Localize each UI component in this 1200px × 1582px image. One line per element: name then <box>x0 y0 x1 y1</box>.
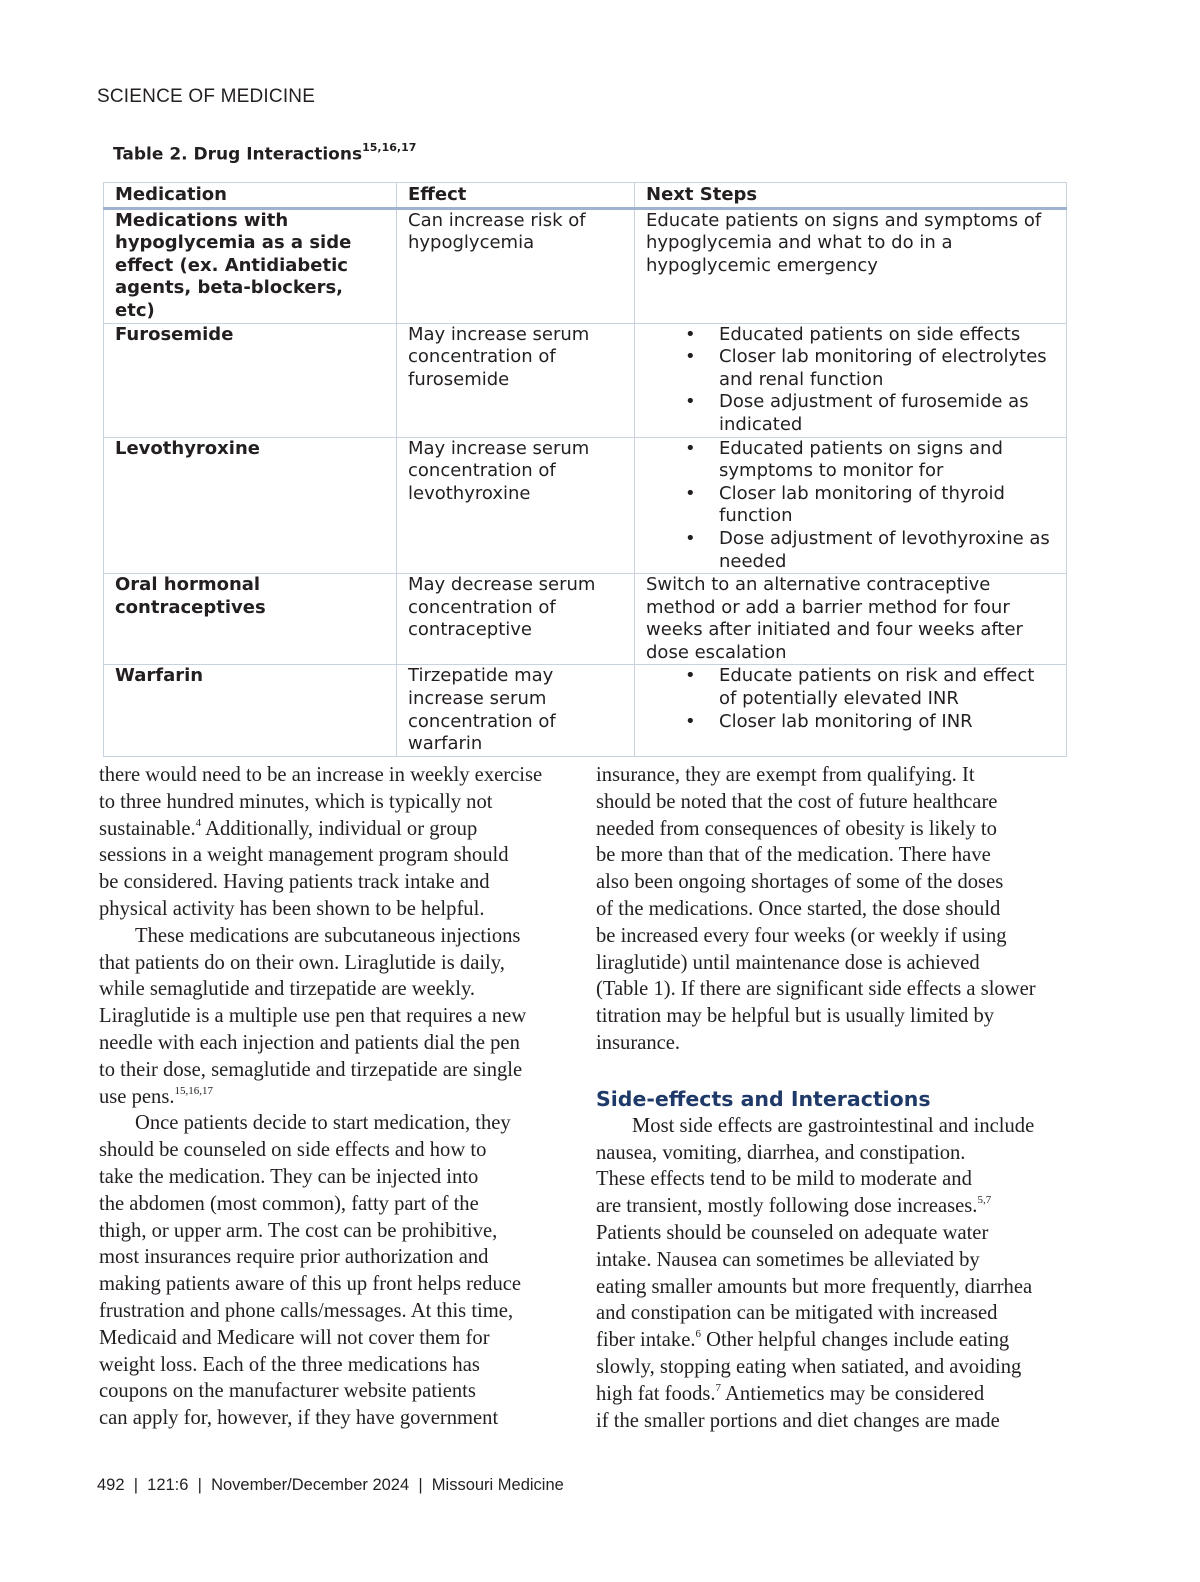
citation: 6 <box>695 1328 701 1341</box>
list-item: • Educate patients on risk and effect of potentially elevated INR <box>719 665 1056 710</box>
header-medication: Medication <box>104 183 397 209</box>
next-steps-list <box>646 665 1056 733</box>
paragraph <box>99 923 579 1111</box>
running-head: SCIENCE OF MEDICINE <box>97 86 316 107</box>
next-steps-list <box>646 438 1056 574</box>
list-item: • Dose adjustment of levothyroxine as needed <box>719 528 1056 573</box>
list-item: • Closer lab monitoring of electrolytes and renal function <box>719 346 1056 391</box>
table-caption <box>113 143 416 165</box>
citation: 7 <box>715 1381 722 1394</box>
cell-medication: Furosemide <box>104 323 397 437</box>
table-row <box>104 437 1067 574</box>
list-item: • Closer lab monitoring of INR <box>719 711 1056 734</box>
paragraph-text: there would need to be an increase in weekly exercise to three hundred minutes, which is typically not sustainable. <box>99 764 543 840</box>
cell-next-steps <box>635 323 1067 437</box>
paragraph <box>99 762 579 923</box>
paragraph <box>596 1113 1076 1435</box>
paragraph-text: Additionally, individual or group sessions in a weight management program should be considered. Having patients track intake and physical activity has been shown to be helpful. <box>99 817 509 920</box>
table-row <box>104 208 1067 323</box>
paragraph-text: These medications are subcutaneous injections that patients do on their own. Liraglutide is daily, while semaglutide and tirzepatide are weekly. Liraglutide is a multiple use pen that requires a new needle with each injection and patients dial the pen to their dose, semaglutide and tirzepatide are single use pens. <box>99 924 527 1108</box>
paragraph-text: Patients should be counseled on adequate water intake. Nausea can sometimes be alleviated by eating smaller amounts but more frequently, diarrhea and constipation can be mitigated with increased fiber intake. <box>596 1221 1033 1352</box>
header-effect: Effect <box>397 183 635 209</box>
table-caption-refs: 15,16,17 <box>362 141 417 154</box>
next-steps-list <box>646 324 1056 437</box>
paragraph: insurance, they are exempt from qualifying. It should be noted that the cost of future healthcare needed from consequences of obesity is likely to be more than that of the medication. There have also been ongoing shortages of some of the doses of the medications. Once started, the dose should be increased every four weeks (or weekly if using liraglutide) until maintenance dose is achieved (Table 1). If there are significant side effects a slower titration may be helpful but is usually limited by insurance. <box>596 764 1036 1054</box>
cell-effect: Tirzepatide may increase serum concentration of warfarin <box>397 665 635 756</box>
list-item: • Educated patients on side effects <box>719 324 1056 347</box>
section-heading: Side-effects and Interactions <box>596 1086 931 1111</box>
cell-medication: Medications with hypoglycemia as a side effect (ex. Antidiabetic agents, beta-blockers, etc) <box>104 208 397 323</box>
table-row <box>104 574 1067 665</box>
table-row <box>104 665 1067 756</box>
cell-effect: May increase serum concentration of levothyroxine <box>397 437 635 574</box>
cell-next-steps: Switch to an alternative contraceptive method or add a barrier method for four weeks after initiated and four weeks after dose escalation <box>635 574 1067 665</box>
paragraph-text: Most side effects are gastrointestinal and include nausea, vomiting, diarrhea, and constipation. These effects tend to be mild to moderate and are transient, mostly following dose increases. <box>596 1114 1035 1218</box>
drug-interactions-table <box>103 182 1067 757</box>
paragraph: Once patients decide to start medication, they should be counseled on side effects and how to take the medication. They can be injected into the abdomen (most common), fatty part of the thigh, or upper arm. The cost can be prohibitive, most insurances require prior authorization and making patients aware of this up front helps reduce frustration and phone calls/messages. At this time, Medicaid and Medicare will not cover them for weight loss. Each of the three medications has coupons on the manufacturer website patients can apply for, however, if they have government <box>99 1112 522 1430</box>
citation: 5,7 <box>977 1194 992 1207</box>
cell-medication: Levothyroxine <box>104 437 397 574</box>
cell-next-steps <box>635 665 1067 756</box>
cell-effect: Can increase risk of hypoglycemia <box>397 208 635 323</box>
paragraph-text: Antiemetics may be considered if the smaller portions and diet changes are made <box>596 1382 1000 1432</box>
page-footer: 492 | 121:6 | November/December 2024 | Missouri Medicine <box>97 1476 564 1494</box>
cell-medication: Oral hormonal contraceptives <box>104 574 397 665</box>
table-row <box>104 323 1067 437</box>
citation: 15,16,17 <box>174 1084 213 1097</box>
header-next-steps: Next Steps <box>635 183 1067 209</box>
list-item: • Dose adjustment of furosemide as indicated <box>719 391 1056 436</box>
table-header-row <box>104 183 1067 209</box>
citation: 4 <box>195 816 202 829</box>
cell-effect: May increase serum concentration of furosemide <box>397 323 635 437</box>
cell-effect: May decrease serum concentration of contraceptive <box>397 574 635 665</box>
table-caption-text: Table 2. Drug Interactions <box>113 144 363 165</box>
cell-next-steps <box>635 437 1067 574</box>
paragraph-text: Other helpful changes include eating slowly, stopping eating when satiated, and avoiding high fat foods. <box>596 1329 1022 1405</box>
left-column <box>99 762 579 1432</box>
cell-medication: Warfarin <box>104 665 397 756</box>
right-column <box>596 762 1076 1434</box>
list-item: • Closer lab monitoring of thyroid function <box>719 483 1056 528</box>
cell-next-steps: Educate patients on signs and symptoms of hypoglycemia and what to do in a hypoglycemic emergency <box>635 208 1067 323</box>
list-item: • Educated patients on signs and symptoms to monitor for <box>719 438 1056 483</box>
